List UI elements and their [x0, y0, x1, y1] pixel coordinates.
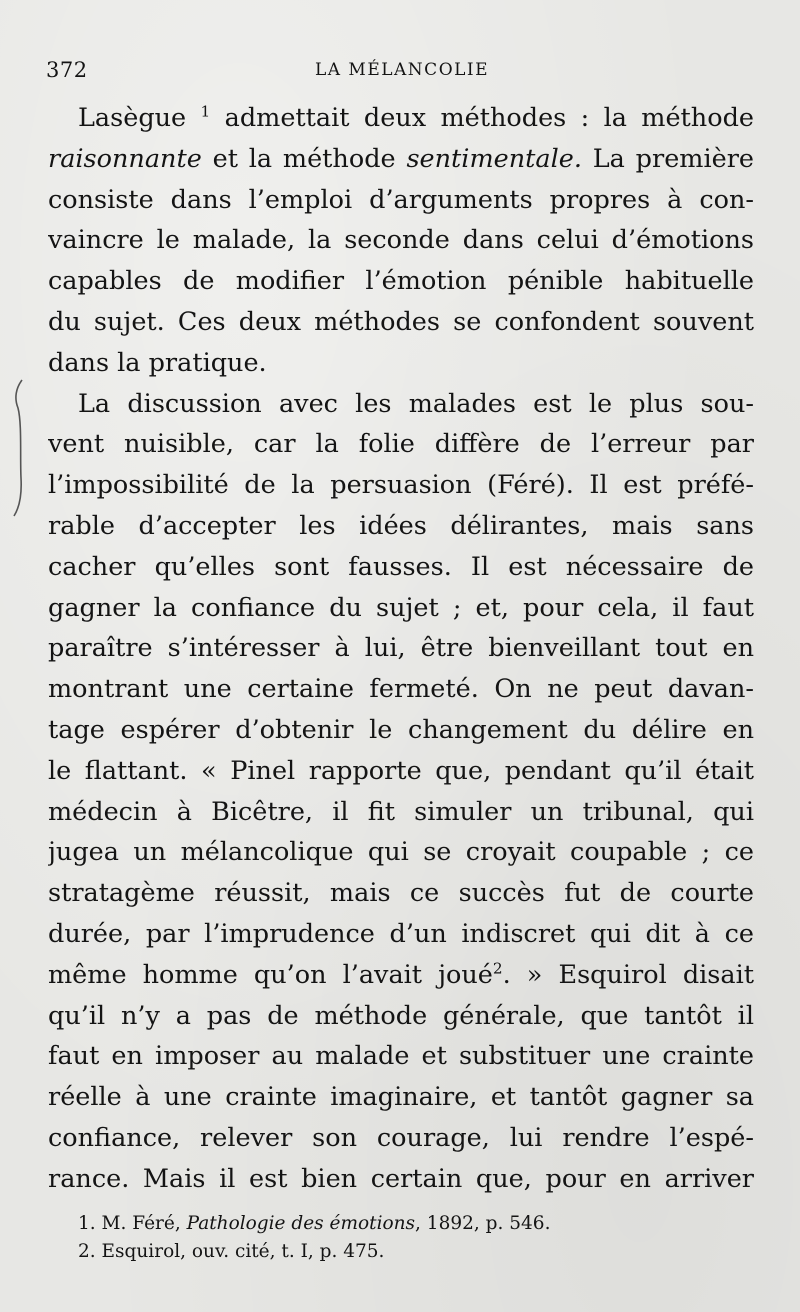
- text-line: médecin à Bicêtre, il fit simuler un tribunal, qui: [48, 796, 754, 827]
- running-title: LA MÉLANCOLIE: [314, 60, 490, 80]
- text-line: vaincre le malade, la seconde dans celui d’émotions: [48, 225, 754, 256]
- text-line: faut en imposer au malade et substituer une crainte: [48, 1041, 754, 1072]
- text-line: rance. Mais il est bien certain que, pour en arriver: [48, 1163, 754, 1194]
- text-line: réelle à une crainte imaginaire, et tantôt gagner sa: [48, 1082, 754, 1113]
- text-line: raisonnante et la méthode sentimentale. La première: [48, 143, 754, 174]
- text-line: dans la pratique.: [48, 347, 267, 378]
- text-line: montrant une certaine fermeté. On ne peut davan-: [48, 674, 754, 705]
- text-line: La discussion avec les malades est le plus sou-: [78, 388, 754, 419]
- text-line: tage espérer d’obtenir le changement du délire en: [48, 714, 754, 745]
- footnote: 2. Esquirol, ouv. cité, t. I, p. 475.: [78, 1241, 385, 1262]
- text-line: durée, par l’imprudence d’un indiscret qui dit à ce: [48, 918, 754, 949]
- footnotes: [78, 1210, 698, 1266]
- text-line: même homme qu’on l’avait joué$^2$. » Esquirol disait: [48, 959, 754, 990]
- text-line: l’impossibilité de la persuasion (Féré). Il est préfé-: [48, 470, 754, 501]
- footnote-ref: 2: [492, 959, 503, 978]
- page-header: [46, 58, 758, 90]
- text-line: paraître s’intéresser à lui, être bienveillant tout en: [48, 633, 754, 664]
- text-line: rable d’accepter les idées délirantes, mais sans: [48, 510, 754, 541]
- pencil-margin-mark: [10, 378, 26, 518]
- text-line: qu’il n’y a pas de méthode générale, que tantôt il: [48, 1000, 754, 1031]
- text-line: du sujet. Ces deux méthodes se confondent souvent: [48, 306, 754, 337]
- body-text: [48, 98, 754, 1200]
- footnote-ref: 1: [200, 102, 211, 121]
- text-line: capables de modifier l’émotion pénible habituelle: [48, 266, 754, 297]
- text-line: vent nuisible, car la folie diffère de l’erreur par: [48, 429, 754, 460]
- footnote: 1. M. Féré, Pathologie des émotions, 1892, p. 546.: [78, 1213, 551, 1234]
- page-number: 372: [46, 58, 88, 82]
- text-line: stratagème réussit, mais ce succès fut de courte: [48, 878, 754, 909]
- text-line: jugea un mélancolique qui se croyait coupable ; ce: [48, 837, 754, 868]
- text-line: le flattant. « Pinel rapporte que, pendant qu’il était: [48, 755, 754, 786]
- text-line: confiance, relever son courage, lui rendre l’espé-: [48, 1122, 754, 1153]
- text-line: Lasègue $^1$ admettait deux méthodes : la méthode: [78, 102, 754, 133]
- text-line: consiste dans l’emploi d’arguments propres à con-: [48, 184, 754, 215]
- text-line: gagner la confiance du sujet ; et, pour cela, il faut: [48, 592, 754, 623]
- text-line: cacher qu’elles sont fausses. Il est nécessaire de: [48, 551, 754, 582]
